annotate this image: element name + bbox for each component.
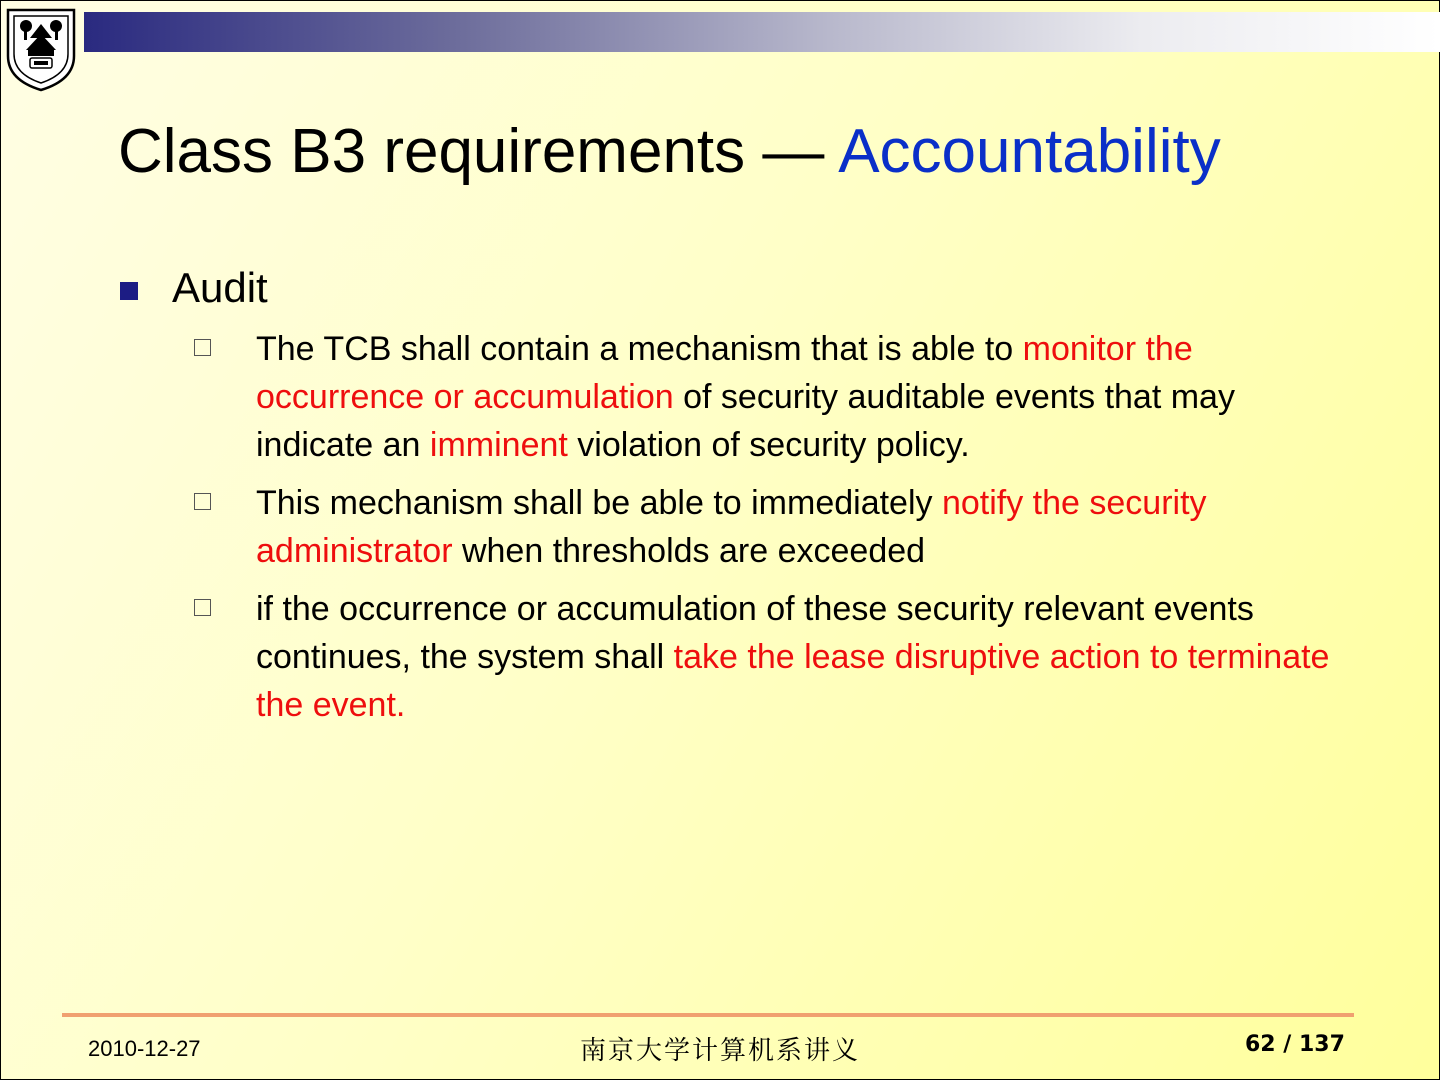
- sub-bullet-text: [256, 585, 1346, 729]
- highlighted-text: imminent: [429, 426, 568, 464]
- hollow-square-bullet-icon: [194, 339, 211, 356]
- slide-title: [118, 110, 1221, 194]
- text-run: when thresholds are exceeded: [452, 532, 926, 570]
- highlighted-text: notify the security administrator: [256, 484, 1207, 570]
- footer-date: 2010-12-27: [88, 1036, 201, 1061]
- hollow-square-bullet-icon: [194, 599, 211, 616]
- header-gradient-band: [84, 12, 1440, 52]
- filled-square-bullet-icon: [120, 282, 138, 300]
- footer-page-number: 62 / 137: [1245, 1032, 1345, 1057]
- university-seal-icon: [4, 4, 78, 92]
- hollow-square-bullet-icon: [194, 493, 211, 510]
- footer-course-title: 南京大学计算机系讲义: [580, 1036, 861, 1066]
- text-run: violation of security policy.: [567, 426, 970, 464]
- title-main: Class B3 requirements —: [118, 117, 839, 186]
- highlighted-text: take the lease disruptive action to terminate the event.: [256, 638, 1330, 724]
- highlighted-text: monitor the occurrence or accumulation: [256, 330, 1193, 416]
- text-run: This mechanism shall be able to immediately: [256, 484, 942, 522]
- text-run: The TCB shall contain a mechanism that is able to: [256, 330, 1023, 368]
- text-run: if the occurrence or accumulation of these security relevant events continues, the system shall: [256, 590, 1254, 676]
- footer-divider: [62, 1013, 1354, 1017]
- title-accent: Accountability: [838, 117, 1221, 186]
- text-run: of security auditable events that may indicate an: [256, 378, 1235, 464]
- sub-bullet-text: [256, 479, 1346, 575]
- bullet-label: Audit: [172, 264, 268, 311]
- sub-bullet-text: [256, 325, 1346, 469]
